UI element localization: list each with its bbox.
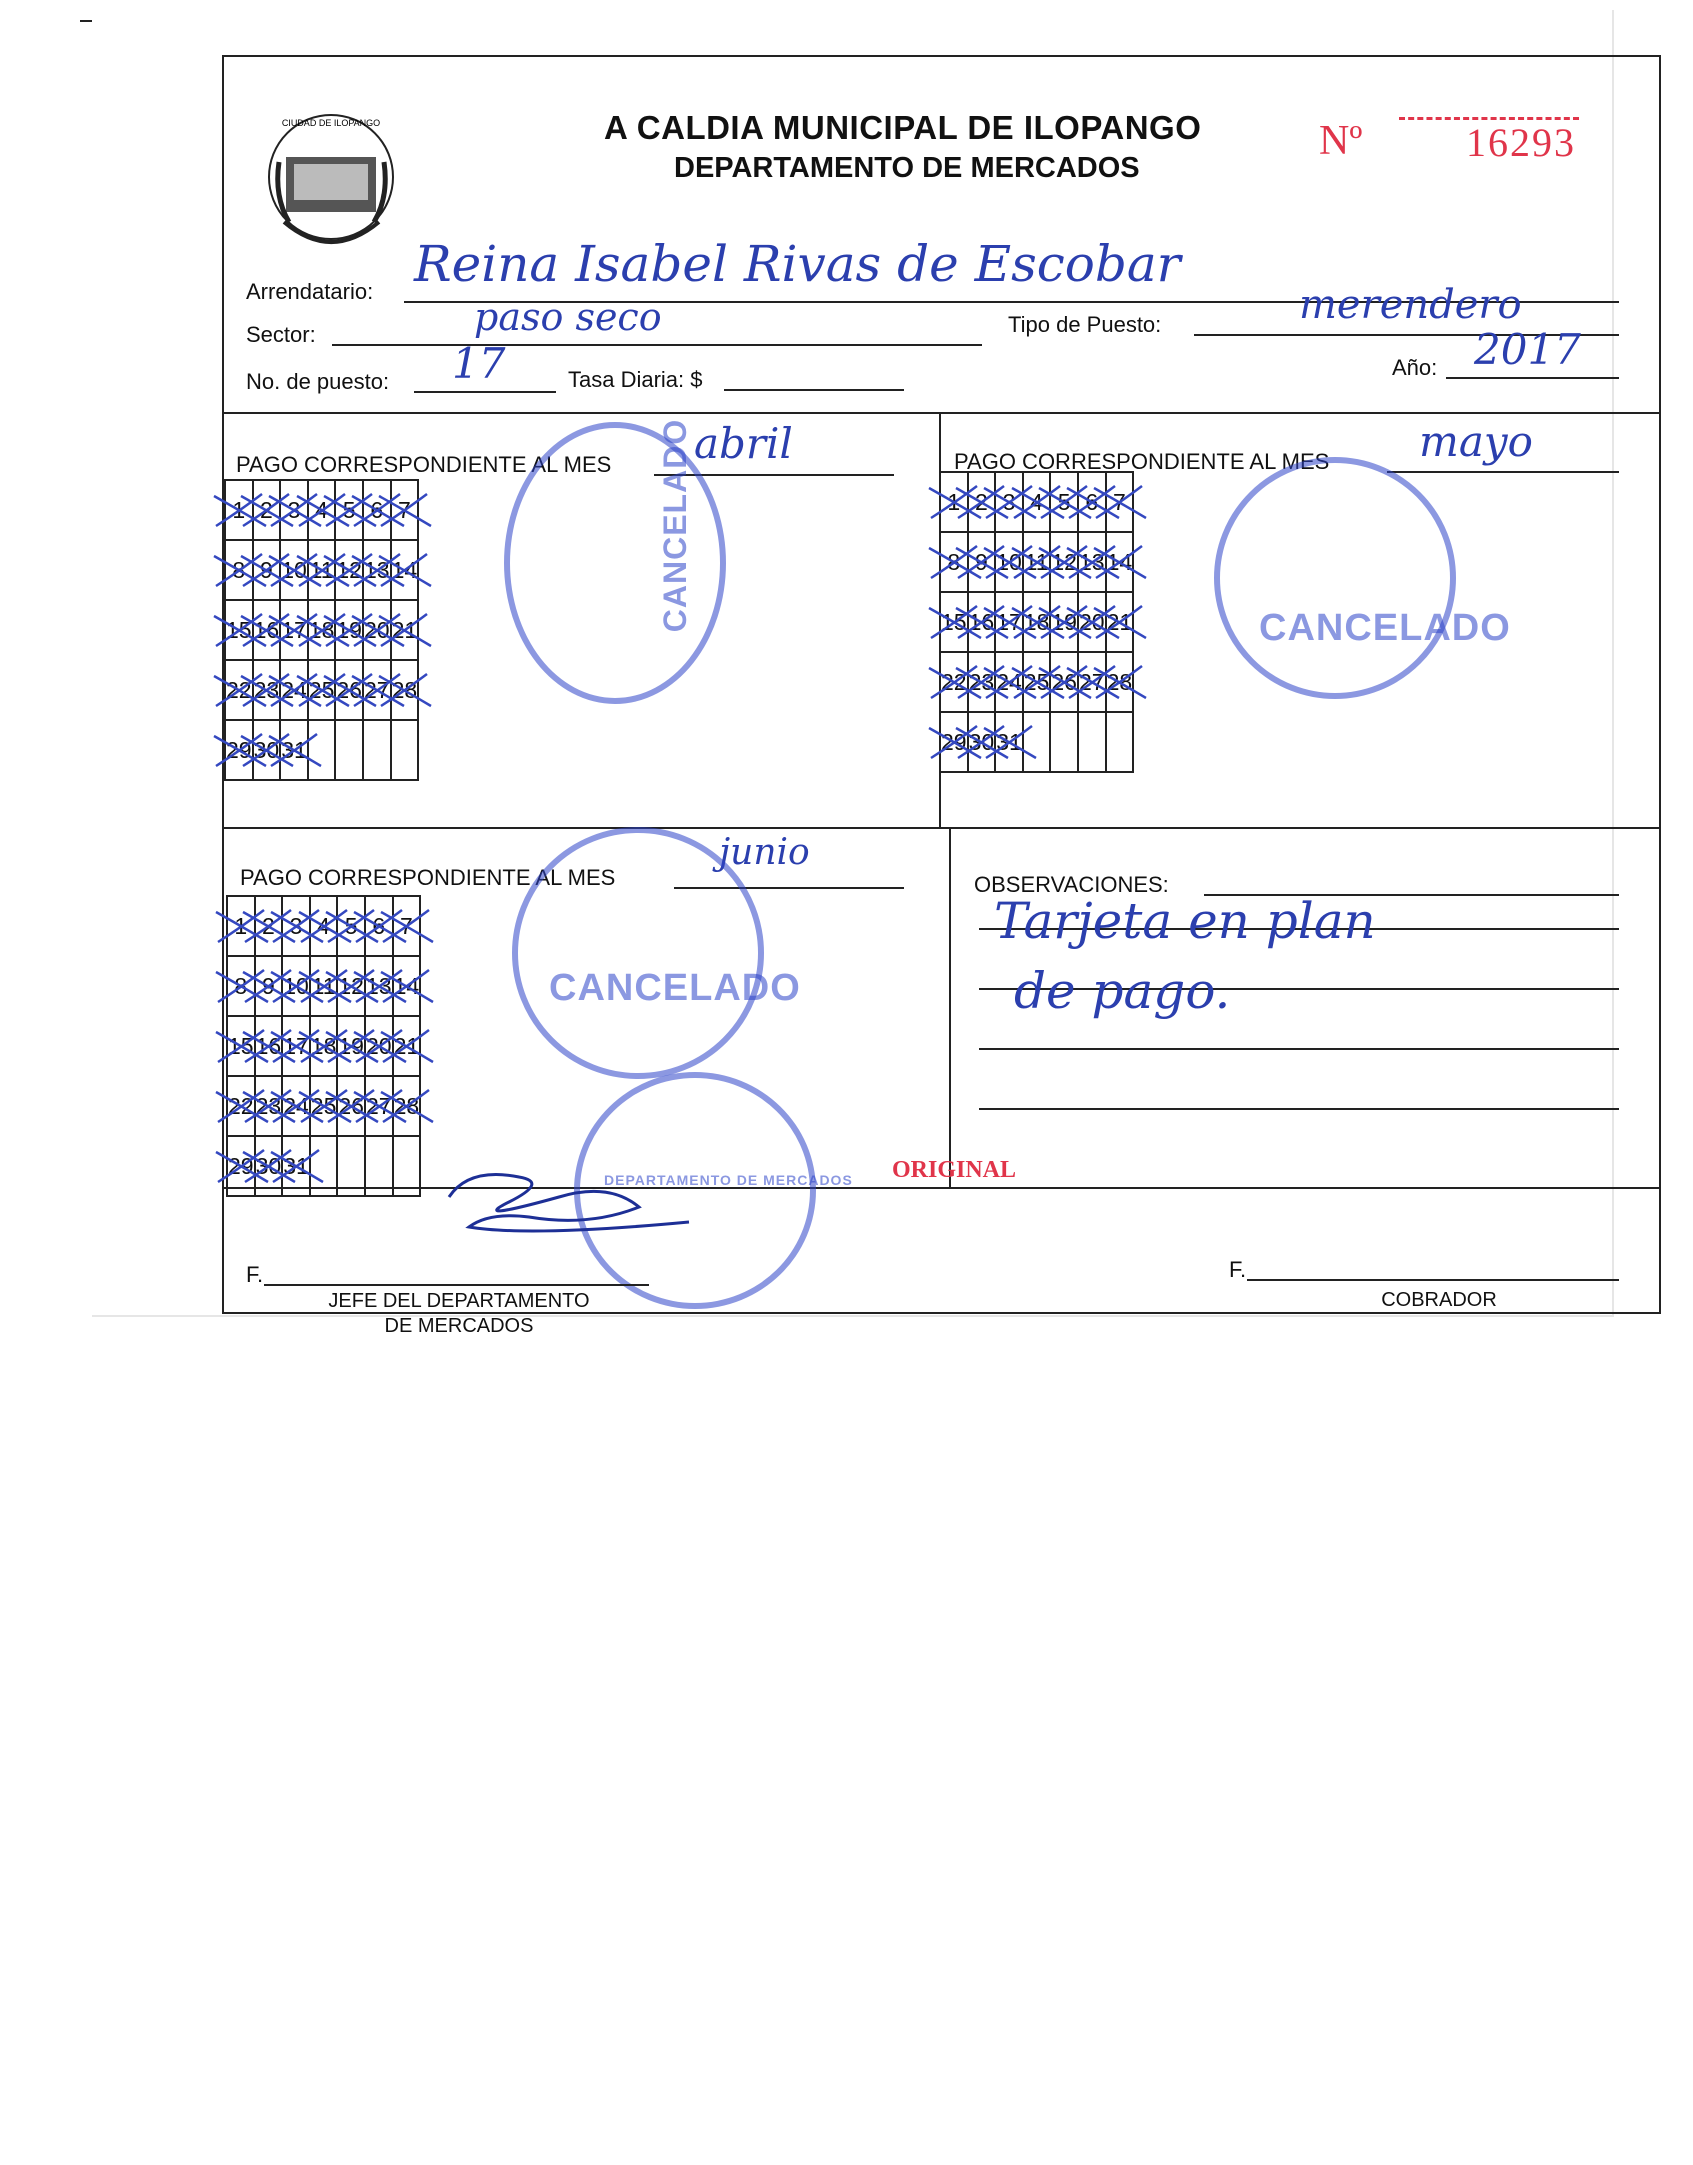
day-cell: [363, 540, 391, 600]
day-cell: [255, 1016, 283, 1076]
jefe-label-2: DE MERCADOS: [384, 1315, 534, 1337]
day-number: 28: [391, 676, 418, 703]
day-number: 17: [283, 1032, 309, 1059]
day-cell: [968, 532, 996, 592]
day-cell: [1078, 532, 1106, 592]
day-cell: [253, 540, 281, 600]
day-number: 13: [1078, 548, 1105, 575]
day-number: 12: [1051, 548, 1077, 575]
day-cell: [363, 600, 391, 660]
day-cell: [335, 660, 363, 720]
arrendatario-label: Arrendatario:: [246, 279, 374, 304]
day-cell: [995, 712, 1023, 772]
day-cell: [310, 1016, 338, 1076]
day-cell: [1050, 472, 1078, 532]
day-number: 30: [968, 728, 995, 755]
signature-line-left: [264, 1262, 649, 1286]
day-cell: [365, 956, 393, 1016]
day-number: 5: [344, 912, 358, 939]
day-cell: [227, 1076, 255, 1136]
day-cell: [310, 1076, 338, 1136]
day-number: 10: [996, 548, 1022, 575]
day-number: 23: [255, 1092, 282, 1119]
day-cell: [225, 720, 253, 780]
day-cell: [335, 720, 363, 780]
day-number: 21: [393, 1032, 420, 1059]
stamp-1-text: CANCELADO: [657, 418, 694, 633]
day-cell: [282, 1076, 310, 1136]
anio-value: 2017: [1474, 325, 1581, 374]
day-number: 12: [336, 556, 362, 583]
day-number: 29: [941, 728, 967, 755]
page-title: A CALDIA MUNICIPAL DE ILOPANGO: [604, 109, 1202, 146]
day-cell: [227, 956, 255, 1016]
day-cell: [995, 472, 1023, 532]
obs-text-line2: de pago.: [1014, 962, 1231, 1020]
day-cell: [1023, 592, 1051, 652]
day-number: 26: [1051, 668, 1077, 695]
day-number: 30: [253, 736, 280, 763]
day-cell: [1023, 652, 1051, 712]
day-number: 19: [338, 1032, 364, 1059]
puesto-label: No. de puesto:: [246, 369, 390, 394]
month1-value: abril: [694, 419, 793, 468]
day-number: 15: [941, 608, 967, 635]
day-cell: [225, 600, 253, 660]
day-cell: [253, 660, 281, 720]
day-cell: [995, 592, 1023, 652]
day-cell: [337, 956, 365, 1016]
day-number: 18: [308, 616, 335, 643]
day-number: 11: [311, 972, 336, 999]
day-cell: [393, 956, 421, 1016]
day-number: 23: [968, 668, 995, 695]
tipo-label: Tipo de Puesto:: [1008, 312, 1162, 337]
day-cell: [940, 652, 968, 712]
day-number: 18: [310, 1032, 337, 1059]
payment-card: [222, 55, 1661, 1337]
day-number: 2: [261, 912, 275, 939]
day-cell: [363, 660, 391, 720]
f-label-right: F.: [1229, 1257, 1247, 1282]
day-cell: [940, 712, 968, 772]
day-number: 8: [232, 556, 246, 583]
day-number: 21: [1106, 608, 1133, 635]
original-mark: ORIGINAL: [892, 1157, 1017, 1183]
day-number: 8: [947, 548, 961, 575]
stamp-2-text: CANCELADO: [1259, 607, 1511, 649]
day-number: 25: [1023, 668, 1050, 695]
sector-label: Sector:: [246, 322, 316, 347]
tasa-line: [724, 367, 904, 391]
dept-stamp-text: DEPARTAMENTO DE MERCADOS: [604, 1172, 853, 1188]
day-number: 25: [308, 676, 335, 703]
cancelado-stamp-3: [512, 827, 764, 1079]
day-cell: [253, 600, 281, 660]
day-cell: [310, 896, 338, 956]
day-cell: [1050, 712, 1078, 772]
day-cell: [282, 896, 310, 956]
day-number: 25: [310, 1092, 337, 1119]
day-number: 14: [391, 556, 418, 583]
day-cell: [393, 1076, 421, 1136]
day-number: 3: [289, 912, 303, 939]
day-number: 6: [372, 912, 386, 939]
day-number: 27: [1078, 668, 1105, 695]
day-number: 6: [370, 496, 384, 523]
day-number: 16: [968, 608, 995, 635]
day-cell: [255, 896, 283, 956]
day-number: 1: [232, 496, 246, 523]
day-cell: [393, 896, 421, 956]
obs-line-5: [979, 1107, 1619, 1110]
day-number: 3: [287, 496, 301, 523]
day-number: 1: [234, 912, 248, 939]
day-number: 24: [283, 1092, 309, 1119]
day-number: 8: [234, 972, 248, 999]
day-number: 10: [281, 556, 307, 583]
day-number: 28: [393, 1092, 420, 1119]
day-cell: [1106, 592, 1134, 652]
day-cell: [995, 532, 1023, 592]
day-cell: [280, 720, 308, 780]
day-cell: [280, 660, 308, 720]
day-cell: [391, 720, 419, 780]
day-cell: [1106, 652, 1134, 712]
stamp-3-text: CANCELADO: [549, 967, 801, 1009]
signature-line-right: [1247, 1257, 1619, 1281]
day-cell: [280, 480, 308, 540]
day-number: 18: [1023, 608, 1050, 635]
day-number: 17: [281, 616, 307, 643]
day-number: 2: [259, 496, 273, 523]
day-number: 28: [1106, 668, 1133, 695]
day-number: 13: [365, 972, 392, 999]
day-number: 4: [315, 496, 328, 523]
day-number: 23: [253, 676, 280, 703]
anio-label: Año:: [1392, 355, 1438, 380]
signature-icon: [409, 1157, 729, 1247]
month3-value: junio: [719, 832, 810, 873]
puesto-value: 17: [452, 339, 506, 388]
day-number: 1: [947, 488, 961, 515]
day-number: 9: [259, 556, 273, 583]
f-label-left: F.: [246, 1262, 264, 1287]
day-cell: [335, 600, 363, 660]
day-number: 14: [393, 972, 420, 999]
day-cell: [391, 480, 419, 540]
day-cell: [363, 720, 391, 780]
day-number: 16: [255, 1032, 282, 1059]
day-number: 30: [255, 1152, 282, 1179]
day-number: 26: [338, 1092, 364, 1119]
receipt-sheet: [92, 10, 1614, 1337]
day-number: 31: [281, 736, 307, 763]
day-cell: [940, 592, 968, 652]
tipo-value: merendero: [1299, 282, 1522, 328]
day-number: 22: [228, 1092, 254, 1119]
day-number: 14: [1106, 548, 1133, 575]
day-cell: [280, 540, 308, 600]
cobrador-label: COBRADOR: [1381, 1289, 1497, 1311]
day-number: 15: [228, 1032, 254, 1059]
day-cell: [1106, 472, 1134, 532]
day-cell: [968, 472, 996, 532]
day-number: 31: [996, 728, 1022, 755]
day-number: 2: [974, 488, 988, 515]
number-label: Nº: [1319, 118, 1363, 164]
day-number: 10: [283, 972, 309, 999]
day-cell: [391, 600, 419, 660]
day-number: 7: [1112, 488, 1126, 515]
day-number: 27: [365, 1092, 392, 1119]
day-cell: [995, 652, 1023, 712]
day-cell: [968, 712, 996, 772]
cal1-table: [224, 479, 419, 781]
month2-label: PAGO CORRESPONDIENTE AL MES: [954, 449, 1330, 474]
day-cell: [337, 1076, 365, 1136]
obs-divider: [949, 827, 951, 1187]
day-number: 7: [397, 496, 411, 523]
middle-divider: [224, 827, 1659, 829]
day-cell: [391, 660, 419, 720]
day-cell: [1106, 712, 1134, 772]
receipt-number: 16293: [1466, 120, 1576, 165]
day-number: 21: [391, 616, 418, 643]
day-cell: [337, 896, 365, 956]
day-cell: [1050, 652, 1078, 712]
day-cell: [363, 480, 391, 540]
day-cell: [308, 480, 336, 540]
day-cell: [308, 540, 336, 600]
day-cell: [365, 896, 393, 956]
obs-text-line1: Tarjeta en plan: [994, 892, 1376, 950]
day-number: 5: [342, 496, 356, 523]
day-number: 20: [1078, 608, 1105, 635]
day-cell: [253, 720, 281, 780]
arrendatario-value: Reina Isabel Rivas de Escobar: [414, 235, 1181, 293]
day-cell: [1078, 652, 1106, 712]
day-number: 7: [399, 912, 413, 939]
cancelado-stamp-2: [1214, 457, 1456, 699]
day-cell: [1078, 712, 1106, 772]
day-cell: [253, 480, 281, 540]
day-cell: [280, 600, 308, 660]
day-cell: [1078, 592, 1106, 652]
day-number: 19: [1051, 608, 1077, 635]
observaciones-label: OBSERVACIONES:: [974, 872, 1169, 897]
day-number: 22: [226, 676, 252, 703]
cal2-table: [939, 471, 1134, 773]
day-number: 4: [317, 912, 330, 939]
day-number: 22: [941, 668, 967, 695]
day-cell: [1023, 532, 1051, 592]
day-cell: [365, 1076, 393, 1136]
day-number: 13: [363, 556, 390, 583]
day-number: 16: [253, 616, 280, 643]
month2-value: mayo: [1419, 417, 1533, 466]
tasa-label: Tasa Diaria: $: [568, 367, 703, 392]
fields-divider: [224, 412, 1659, 414]
day-number: 17: [996, 608, 1022, 635]
day-cell: [1050, 592, 1078, 652]
day-cell: [255, 956, 283, 1016]
day-number: 20: [363, 616, 390, 643]
day-cell: [940, 472, 968, 532]
day-cell: [308, 600, 336, 660]
day-cell: [225, 540, 253, 600]
day-cell: [282, 956, 310, 1016]
day-cell: [968, 592, 996, 652]
day-cell: [310, 956, 338, 1016]
day-cell: [1023, 712, 1051, 772]
day-cell: [365, 1016, 393, 1076]
day-cell: [968, 652, 996, 712]
day-cell: [335, 540, 363, 600]
day-number: 27: [363, 676, 390, 703]
cal3-table: [226, 895, 421, 1197]
obs-line-4: [979, 1047, 1619, 1050]
day-number: 9: [261, 972, 275, 999]
day-cell: [225, 480, 253, 540]
day-cell: [308, 720, 336, 780]
day-cell: [940, 532, 968, 592]
day-number: 3: [1002, 488, 1016, 515]
jefe-label-1: JEFE DEL DEPARTAMENTO: [328, 1290, 590, 1312]
sector-value: paso seco: [474, 295, 662, 339]
month3-label: PAGO CORRESPONDIENTE AL MES: [240, 865, 616, 890]
day-cell: [335, 480, 363, 540]
day-number: 11: [309, 556, 334, 583]
day-number: 4: [1030, 488, 1043, 515]
day-cell: [1078, 472, 1106, 532]
day-cell: [1106, 532, 1134, 592]
day-number: 26: [336, 676, 362, 703]
day-number: 24: [996, 668, 1022, 695]
day-number: 29: [226, 736, 252, 763]
day-cell: [227, 1016, 255, 1076]
day-number: 19: [336, 616, 362, 643]
day-cell: [225, 660, 253, 720]
day-cell: [227, 896, 255, 956]
day-number: 15: [226, 616, 252, 643]
svg-text:CIUDAD DE ILOPANGO: CIUDAD DE ILOPANGO: [281, 118, 381, 128]
municipal-seal-icon: [264, 102, 399, 262]
day-number: 6: [1085, 488, 1099, 515]
day-number: 31: [283, 1152, 309, 1179]
day-number: 11: [1024, 548, 1049, 575]
day-number: 20: [365, 1032, 392, 1059]
month1-label: PAGO CORRESPONDIENTE AL MES: [236, 452, 612, 477]
day-number: 24: [281, 676, 307, 703]
day-cell: [393, 1016, 421, 1076]
day-number: 5: [1057, 488, 1071, 515]
day-number: 9: [974, 548, 988, 575]
day-cell: [1050, 532, 1078, 592]
day-number: 29: [228, 1152, 254, 1179]
page-subtitle: DEPARTAMENTO DE MERCADOS: [674, 152, 1140, 184]
day-cell: [391, 540, 419, 600]
day-cell: [1023, 472, 1051, 532]
day-cell: [308, 660, 336, 720]
day-cell: [282, 1016, 310, 1076]
day-cell: [255, 1076, 283, 1136]
day-cell: [337, 1016, 365, 1076]
day-number: 12: [338, 972, 364, 999]
